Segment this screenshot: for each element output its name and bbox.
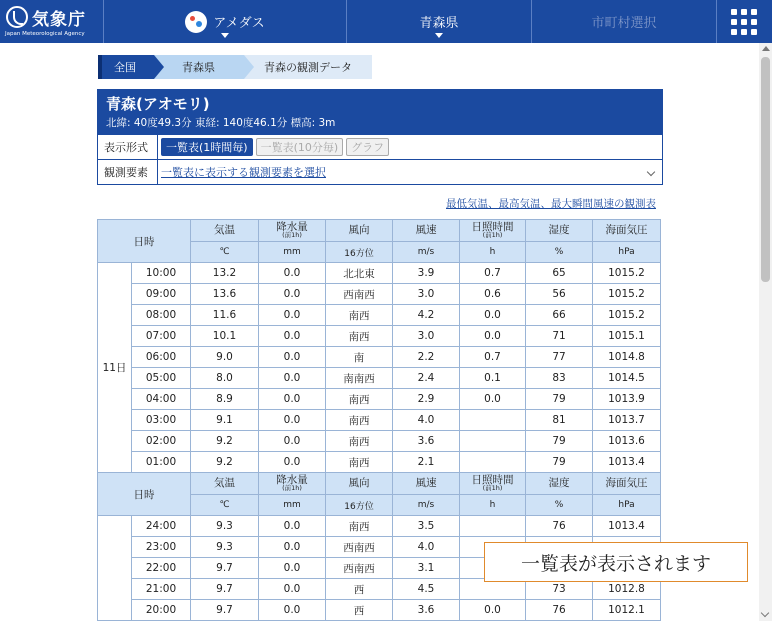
scroll-up-icon[interactable]: [762, 46, 770, 51]
value-cell: 0.0: [259, 516, 326, 537]
col-unit: hPa: [593, 242, 661, 263]
element-row: [98, 159, 662, 184]
value-cell: 2.2: [393, 347, 460, 368]
value-cell: 0.0: [259, 431, 326, 452]
value-cell: 3.6: [393, 600, 460, 621]
time-cell: 24:00: [132, 516, 191, 537]
breadcrumb-prefecture[interactable]: 青森県: [154, 55, 244, 79]
table-row: [98, 284, 661, 305]
value-cell: 9.2: [191, 431, 259, 452]
value-cell: 南西: [326, 516, 393, 537]
value-cell: 1015.2: [593, 305, 661, 326]
table-row: [98, 326, 661, 347]
table-header-row: [98, 220, 661, 242]
value-cell: 1013.7: [593, 410, 661, 431]
value-cell: 79: [526, 431, 593, 452]
time-cell: 07:00: [132, 326, 191, 347]
col-header: 日照時間 (前1h): [460, 220, 526, 242]
time-cell: 23:00: [132, 537, 191, 558]
col-header: 海面気圧: [593, 473, 661, 495]
value-cell: 9.1: [191, 410, 259, 431]
table-row: [98, 347, 661, 368]
value-cell: 4.5: [393, 579, 460, 600]
value-cell: 0.0: [259, 389, 326, 410]
municipality-select-button[interactable]: [532, 0, 717, 43]
table-row: [98, 516, 661, 537]
element-select[interactable]: [158, 160, 662, 184]
breadcrumb-national[interactable]: 全国: [98, 55, 154, 79]
col-unit: h: [460, 242, 526, 263]
value-cell: 南西: [326, 326, 393, 347]
value-cell: 4.0: [393, 537, 460, 558]
value-cell: 西南西: [326, 537, 393, 558]
value-cell: 2.9: [393, 389, 460, 410]
logo-text: 気象庁: [32, 10, 86, 30]
logo-english-text: Japan Meteorological Agency: [5, 31, 85, 37]
value-cell: 1013.4: [593, 452, 661, 473]
value-cell: 1013.6: [593, 431, 661, 452]
value-cell: 0.0: [259, 368, 326, 389]
col-unit: hPa: [593, 495, 661, 516]
station-coordinates: 北緯: 40度49.3分 東経: 140度46.1分 標高: 3m: [106, 117, 336, 129]
scrollbar-thumb[interactable]: [761, 57, 770, 282]
value-cell: 8.0: [191, 368, 259, 389]
value-cell: 9.7: [191, 600, 259, 621]
col-unit: mm: [259, 495, 326, 516]
station-header: [97, 89, 663, 134]
col-unit: ℃: [191, 495, 259, 516]
value-cell: 0.0: [460, 389, 526, 410]
value-cell: 1013.4: [593, 516, 661, 537]
value-cell: 1012.1: [593, 600, 661, 621]
value-cell: 1015.2: [593, 263, 661, 284]
graph-button[interactable]: グラフ: [346, 138, 389, 156]
col-unit: %: [526, 242, 593, 263]
table-row: [98, 600, 661, 621]
value-cell: 南南西: [326, 368, 393, 389]
value-cell: 0.0: [259, 326, 326, 347]
time-cell: 09:00: [132, 284, 191, 305]
value-cell: 65: [526, 263, 593, 284]
time-cell: 03:00: [132, 410, 191, 431]
col-header: 風向: [326, 220, 393, 242]
time-cell: 20:00: [132, 600, 191, 621]
col-unit: %: [526, 495, 593, 516]
top-header: [0, 0, 772, 43]
time-cell: 06:00: [132, 347, 191, 368]
value-cell: 71: [526, 326, 593, 347]
value-cell: [460, 431, 526, 452]
value-cell: 4.0: [393, 410, 460, 431]
col-header: 日照時間 (前1h): [460, 473, 526, 495]
value-cell: 北北東: [326, 263, 393, 284]
col-unit: h: [460, 495, 526, 516]
value-cell: 13.6: [191, 284, 259, 305]
table-row: [98, 389, 661, 410]
value-cell: 0.0: [259, 537, 326, 558]
table-row: [98, 431, 661, 452]
amedas-icon: [185, 11, 207, 33]
time-cell: 22:00: [132, 558, 191, 579]
value-cell: 0.1: [460, 368, 526, 389]
col-header: 気温: [191, 473, 259, 495]
chevron-down-icon: [647, 168, 655, 176]
value-cell: 西: [326, 600, 393, 621]
breadcrumb-station: 青森の観測データ: [244, 55, 372, 79]
table-row: [98, 452, 661, 473]
value-cell: 西南西: [326, 558, 393, 579]
value-cell: 9.7: [191, 558, 259, 579]
annotation-callout: 一覧表が表示されます: [484, 542, 748, 582]
col-header: 湿度: [526, 473, 593, 495]
station-name: 青森(アオモリ): [106, 95, 210, 113]
value-cell: 0.6: [460, 284, 526, 305]
value-cell: 0.0: [259, 558, 326, 579]
value-cell: 9.0: [191, 347, 259, 368]
table-row: [98, 368, 661, 389]
value-cell: 73: [526, 579, 593, 600]
col-header: 降水量 (前1h): [259, 220, 326, 242]
value-cell: 3.0: [393, 284, 460, 305]
value-cell: 西: [326, 579, 393, 600]
grid-menu-button[interactable]: [717, 0, 771, 43]
time-cell: 21:00: [132, 579, 191, 600]
col-datetime: 日時: [98, 220, 191, 263]
table-row: [98, 410, 661, 431]
value-cell: 1015.1: [593, 326, 661, 347]
value-cell: 1014.8: [593, 347, 661, 368]
value-cell: [460, 452, 526, 473]
scroll-down-icon[interactable]: [761, 609, 769, 617]
extremes-table-link[interactable]: 最低気温、最高気温、最大瞬間風速の観測表: [446, 198, 656, 210]
amedas-menu-button[interactable]: [104, 0, 347, 43]
value-cell: 3.0: [393, 326, 460, 347]
value-cell: 9.3: [191, 537, 259, 558]
value-cell: 0.0: [259, 452, 326, 473]
value-cell: 9.2: [191, 452, 259, 473]
value-cell: 3.6: [393, 431, 460, 452]
value-cell: 3.5: [393, 516, 460, 537]
col-header: 海面気圧: [593, 220, 661, 242]
time-cell: 05:00: [132, 368, 191, 389]
value-cell: 西南西: [326, 284, 393, 305]
value-cell: 77: [526, 347, 593, 368]
col-header: 風向: [326, 473, 393, 495]
chevron-down-icon: [435, 33, 443, 38]
value-cell: 0.0: [259, 600, 326, 621]
time-cell: 02:00: [132, 431, 191, 452]
col-header: 気温: [191, 220, 259, 242]
value-cell: 9.7: [191, 579, 259, 600]
time-cell: 08:00: [132, 305, 191, 326]
value-cell: 2.4: [393, 368, 460, 389]
table-header-row: [98, 473, 661, 495]
value-cell: 0.0: [259, 410, 326, 431]
value-cell: 0.7: [460, 347, 526, 368]
col-header: 湿度: [526, 220, 593, 242]
value-cell: 南西: [326, 452, 393, 473]
time-cell: 04:00: [132, 389, 191, 410]
value-cell: 0.0: [259, 263, 326, 284]
time-cell: 01:00: [132, 452, 191, 473]
col-header: 降水量 (前1h): [259, 473, 326, 495]
value-cell: 2.1: [393, 452, 460, 473]
prefecture-label: 青森県: [419, 16, 459, 31]
value-cell: 81: [526, 410, 593, 431]
value-cell: 76: [526, 516, 593, 537]
hourly-table-button[interactable]: 一覧表(1時間毎): [161, 138, 253, 156]
value-cell: 0.0: [259, 579, 326, 600]
element-label: 観測要素: [98, 160, 158, 184]
value-cell: 79: [526, 452, 593, 473]
table-row: [98, 305, 661, 326]
day-cell: [98, 516, 132, 621]
jma-logo-icon: [6, 6, 28, 28]
time-cell: 10:00: [132, 263, 191, 284]
col-unit: m/s: [393, 495, 460, 516]
value-cell: 9.3: [191, 516, 259, 537]
value-cell: 4.2: [393, 305, 460, 326]
value-cell: 11.6: [191, 305, 259, 326]
value-cell: 南西: [326, 389, 393, 410]
value-cell: [460, 410, 526, 431]
value-cell: 1014.5: [593, 368, 661, 389]
value-cell: 3.1: [393, 558, 460, 579]
value-cell: 8.9: [191, 389, 259, 410]
format-row: [98, 134, 662, 159]
value-cell: 66: [526, 305, 593, 326]
value-cell: 1012.8: [593, 579, 661, 600]
value-cell: 76: [526, 600, 593, 621]
value-cell: 79: [526, 389, 593, 410]
col-datetime: 日時: [98, 473, 191, 516]
value-cell: 0.7: [460, 263, 526, 284]
value-cell: 南西: [326, 410, 393, 431]
value-cell: 南: [326, 347, 393, 368]
ten-minute-table-button[interactable]: 一覧表(10分毎): [256, 138, 344, 156]
value-cell: 1015.2: [593, 284, 661, 305]
col-unit: 16方位: [326, 495, 393, 516]
chevron-down-icon: [221, 33, 229, 38]
col-unit: ℃: [191, 242, 259, 263]
municipality-label: 市町村選択: [591, 16, 657, 31]
value-cell: 0.0: [259, 305, 326, 326]
col-unit: mm: [259, 242, 326, 263]
breadcrumb: [98, 55, 372, 79]
amedas-label: アメダス: [213, 16, 265, 31]
value-cell: [460, 516, 526, 537]
value-cell: 13.2: [191, 263, 259, 284]
value-cell: 10.1: [191, 326, 259, 347]
value-cell: 南西: [326, 305, 393, 326]
value-cell: 0.0: [460, 600, 526, 621]
col-unit: m/s: [393, 242, 460, 263]
value-cell: 1013.9: [593, 389, 661, 410]
day-cell: 11日: [98, 263, 132, 473]
value-cell: 0.0: [460, 305, 526, 326]
col-header: 風速: [393, 473, 460, 495]
value-cell: 3.9: [393, 263, 460, 284]
value-cell: 南西: [326, 431, 393, 452]
value-cell: 56: [526, 284, 593, 305]
jma-logo[interactable]: [0, 0, 104, 43]
prefecture-menu-button[interactable]: [347, 0, 532, 43]
col-header: 風速: [393, 220, 460, 242]
format-label: 表示形式: [98, 135, 158, 159]
grid-menu-icon: [731, 9, 757, 35]
value-cell: 0.0: [259, 347, 326, 368]
value-cell: 0.0: [259, 284, 326, 305]
value-cell: 0.0: [460, 326, 526, 347]
display-options: [97, 134, 663, 185]
vertical-scrollbar[interactable]: [759, 43, 772, 621]
value-cell: 83: [526, 368, 593, 389]
col-unit: 16方位: [326, 242, 393, 263]
table-row: [98, 263, 661, 284]
element-select-text[interactable]: 一覧表に表示する観測要素を選択: [161, 166, 326, 179]
